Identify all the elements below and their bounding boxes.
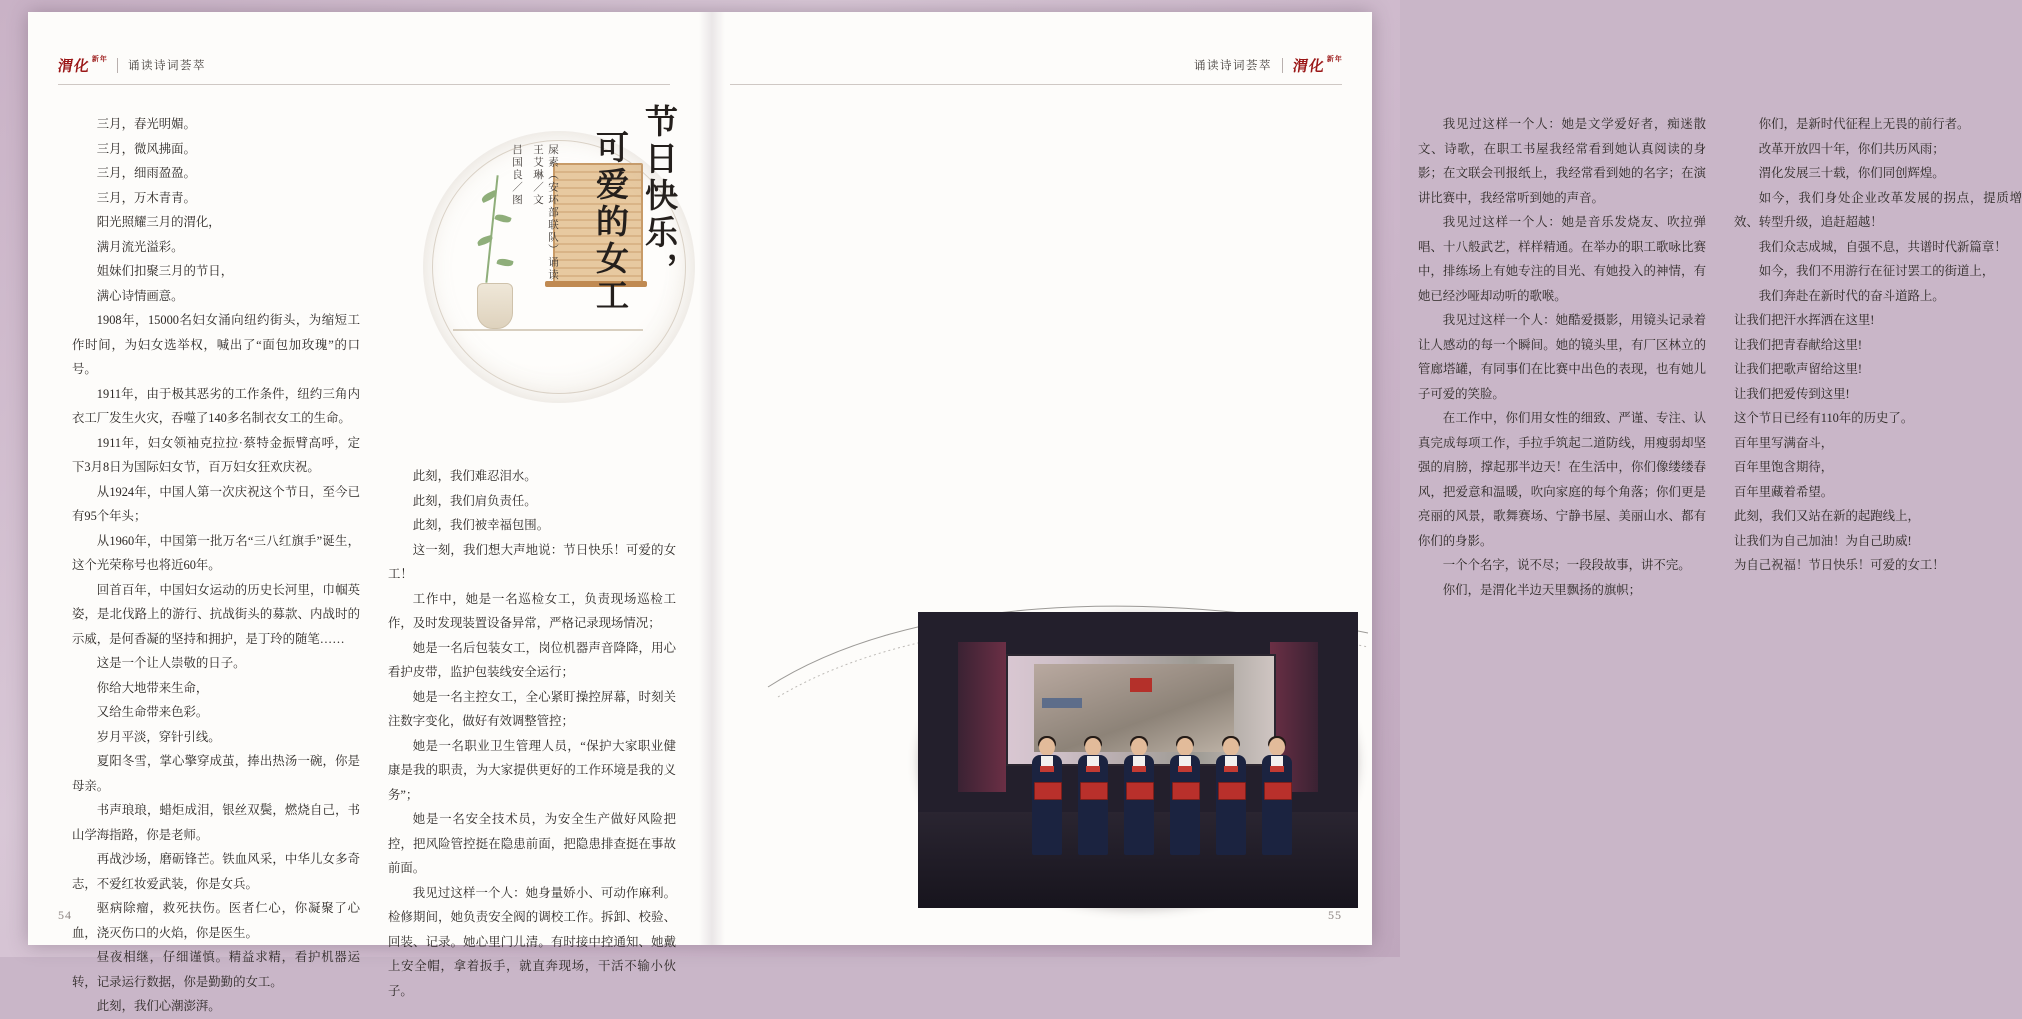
paragraph: 姐妹们扣聚三月的节日， bbox=[96, 264, 234, 278]
paragraph: 昼夜相继，仔细谨慎。精益求精，看护机器运转，记录运行数据，你是勤勤的女工。 bbox=[72, 950, 360, 989]
paragraph: 百年里写满奋斗， bbox=[1734, 435, 1834, 450]
header-rule bbox=[730, 84, 1342, 85]
byline-credit-2: 屎素（安环部联队）诵读 王艾琳／文 bbox=[532, 144, 558, 282]
performer bbox=[1030, 738, 1064, 856]
paragraph: 此刻，我们被幸福包围。 bbox=[412, 518, 550, 532]
head bbox=[1177, 738, 1193, 756]
paragraph: 此刻，我们难忍泪水。 bbox=[412, 469, 537, 483]
script-book bbox=[1264, 782, 1292, 800]
paragraph: 工作中，她是一名巡检女工，负责现场巡检工作，及时发现装置设备异常，严格记录现场情况； bbox=[388, 591, 676, 630]
paragraph: 如今，我们不用游行在征讨罢工的街道上， bbox=[1758, 264, 1995, 278]
running-head-right bbox=[1194, 52, 1342, 78]
left-page bbox=[28, 12, 700, 1013]
paragraph: 改革开放四十年，你们共历风雨； bbox=[1758, 141, 1945, 156]
leaf-icon bbox=[476, 235, 493, 247]
paragraph: 驱病除瘤，救死扶伤。医者仁心，你凝聚了心血，浇灭伤口的火焰，你是医生。 bbox=[72, 901, 360, 940]
performer bbox=[1260, 738, 1294, 856]
paragraph: 她是一名职业卫生管理人员，“保护大家职业健康是我的职责，为大家提供更好的工作环境是我的义务”； bbox=[388, 738, 676, 802]
script-book bbox=[1172, 782, 1200, 800]
photo-block bbox=[918, 612, 1358, 912]
paragraph: 书声琅琅，蜡炬成泪，银丝双鬓，燃烧自己，书山学海指路，你是老师。 bbox=[72, 803, 360, 842]
paragraph: 满月流光溢彩。 bbox=[96, 239, 184, 254]
paragraph: 你给大地带来生命， bbox=[96, 680, 209, 695]
scarf bbox=[1270, 766, 1284, 772]
script-book bbox=[1034, 782, 1062, 800]
paragraph: 再战沙场，磨砺锋芒。铁血风采，中华儿女多奇志，不爱红妆爱武装，你是女兵。 bbox=[72, 852, 360, 891]
performer bbox=[1076, 738, 1110, 856]
paragraph: 让我们把青春献给这里! bbox=[1734, 337, 1863, 352]
magazine-logo: 渭化新年 bbox=[56, 54, 108, 75]
header-rule bbox=[58, 84, 670, 85]
paragraph: 在工作中，你们用女性的细致、严谨、专注、认真完成每项工作，手拉手筑起二道防线，用瘦弱却坚强的肩膀，撑起那半边天！在生活中，你们像缕缕春风，把爱意和温暖，吹向家庭的每个角落；你们更是亮丽的风景，歌舞赛场、宁静书屋、美丽山水、都有你们的身影。 bbox=[1418, 411, 1706, 548]
paragraph: 我见过这样一个人：她身量娇小、可动作麻利。检修期间，她负责安全阀的调校工作。拆卸、校验、回装、记录。她心里门儿清。有时接中控通知、她戴上安全帽，拿着扳手，就直奔现场，干活不输小伙子。 bbox=[388, 885, 676, 998]
head bbox=[1269, 738, 1285, 756]
paragraph: 三月，万木青青。 bbox=[96, 190, 196, 205]
scarf bbox=[1086, 766, 1100, 772]
paragraph: 百年里饱含期待， bbox=[1734, 460, 1834, 474]
byline-credit-1: 吕国良／图 bbox=[511, 144, 522, 207]
page-number-left: 54 bbox=[58, 908, 72, 922]
right-column-two bbox=[1734, 112, 2022, 578]
paragraph: 此刻，我们又站在新的起跑线上， bbox=[1734, 509, 1920, 523]
screen-text-block bbox=[1042, 698, 1082, 708]
paragraph: 阳光照耀三月的渭化， bbox=[96, 215, 221, 229]
leaf-icon bbox=[480, 190, 497, 203]
collar bbox=[1133, 756, 1145, 766]
paragraph: 三月，春光明媚。 bbox=[96, 117, 196, 131]
left-column-two bbox=[388, 464, 676, 1003]
collar bbox=[1225, 756, 1237, 766]
vertical-title bbox=[566, 104, 682, 374]
paragraph: 我见过这样一个人：她是文学爱好者，痴迷散文、诗歌，在职工书屋我经常看到她认真阅读的身影；在文联会刊报纸上，我经常看到她的名字；在演讲比赛中，我经常听到她的声音。 bbox=[1418, 117, 1706, 205]
performer bbox=[1122, 738, 1156, 856]
stage-curtain-left bbox=[958, 642, 1006, 792]
head bbox=[1223, 738, 1239, 756]
paragraph: 一个个名字，说不尽；一段段故事，讲不完。 bbox=[1442, 558, 1691, 572]
magazine-logo: 渭化新年 bbox=[1291, 54, 1343, 75]
scarf bbox=[1224, 766, 1238, 772]
section-title: 诵读诗词荟萃 bbox=[1193, 60, 1272, 72]
paragraph: 让我们把汗水挥洒在这里! bbox=[1734, 313, 1875, 327]
paragraph: 从1960年，中国第一批万名“三八红旗手”诞生，这个光荣称号也将近60年。 bbox=[72, 533, 360, 572]
paragraph: 她是一名主控女工，全心紧盯操控屏幕，时刻关注数字变化，做好有效调整管控； bbox=[388, 689, 676, 728]
page-number-right: 55 bbox=[1328, 908, 1342, 922]
paragraph: 从1924年，中国人第一次庆祝这个节日，至今已有95个年头； bbox=[72, 484, 360, 523]
title-artwork bbox=[380, 104, 686, 444]
paragraph: 我们奔赴在新时代的奋斗道路上。 bbox=[1758, 288, 1945, 303]
collar bbox=[1271, 756, 1283, 766]
paragraph: 这个节日已经有110年的历史了。 bbox=[1734, 411, 1914, 425]
section-title: 诵读诗词荟萃 bbox=[128, 60, 207, 72]
paragraph: 你们，是渭化半边天里飘扬的旗帜； bbox=[1442, 582, 1642, 597]
paragraph: 我们众志成城，自强不息，共谱时代新篇章！ bbox=[1758, 239, 2007, 254]
paragraph: 回首百年，中国妇女运动的历史长河里，巾帼英姿，是北伐路上的游行、抗战街头的募款、内战时的示威，是何香凝的坚持和拥护，是丁玲的随笔…… bbox=[72, 582, 360, 646]
paragraph: 1908年，15000名妇女涌向纽约街头，为缩短工作时间，为妇女选举权，喊出了“面包加玫瑰”的口号。 bbox=[72, 313, 360, 376]
paragraph: 让我们把爱传到这里! bbox=[1734, 386, 1850, 401]
paragraph: 如今，我们身处企业改革发展的拐点，提质增效、转型升级，追赶超越！ bbox=[1734, 190, 2022, 229]
paragraph: 我见过这样一个人：她是音乐发烧友、吹拉弹唱、十八般武艺，样样精通。在举办的职工歌咏比赛中，排练场上有她专注的目光、有她投入的神情，有她已经沙哑却动听的歌喉。 bbox=[1418, 215, 1706, 303]
paragraph: 她是一名后包装女工，岗位机器声音降降，用心看护皮带，监护包装线安全运行； bbox=[388, 640, 676, 679]
running-head-left bbox=[58, 52, 206, 78]
divider bbox=[1282, 58, 1283, 73]
head bbox=[1039, 738, 1055, 756]
scarf bbox=[1040, 766, 1054, 772]
paragraph: 1911年，由于极其恶劣的工作条件，纽约三角内衣工厂发生火灾，吞噬了140多名制衣女工的生命。 bbox=[72, 386, 360, 425]
collar bbox=[1041, 756, 1053, 766]
paragraph: 满心诗情画意。 bbox=[96, 288, 184, 303]
scarf bbox=[1132, 766, 1146, 772]
title-line-1: 节日快乐， bbox=[640, 104, 676, 289]
paragraph: 百年里藏着希望。 bbox=[1734, 484, 1834, 499]
paragraph: 三月，细雨盈盈。 bbox=[96, 166, 196, 180]
paragraph: 三月，微风拂面。 bbox=[96, 141, 196, 156]
right-column-one bbox=[1418, 112, 1706, 602]
vase-icon bbox=[477, 283, 513, 329]
head bbox=[1085, 738, 1101, 756]
paragraph: 你们，是新时代征程上无畏的前行者。 bbox=[1758, 117, 1970, 131]
paragraph: 让我们把歌声留给这里! bbox=[1734, 362, 1863, 376]
collar bbox=[1179, 756, 1191, 766]
paragraph: 岁月平淡，穿针引线。 bbox=[96, 729, 221, 744]
paragraph: 又给生命带来色彩。 bbox=[96, 705, 209, 719]
paragraph: 这是一个让人崇敬的日子。 bbox=[96, 656, 246, 670]
head bbox=[1131, 738, 1147, 756]
byline-block bbox=[509, 144, 560, 294]
paragraph: 让我们为自己加油！为自己助威! bbox=[1734, 533, 1912, 548]
script-book bbox=[1126, 782, 1154, 800]
scarf bbox=[1178, 766, 1192, 772]
flag-graphic bbox=[1130, 678, 1152, 692]
choir-recital-photo bbox=[918, 612, 1358, 908]
paragraph: 此刻，我们肩负责任。 bbox=[412, 493, 537, 508]
left-column-one bbox=[72, 112, 360, 1019]
paragraph: 1911年，妇女领袖克拉拉·蔡特金振臂高呼，定下3月8日为国际妇女节，百万妇女狂欢庆祝。 bbox=[72, 435, 360, 474]
branch-icon bbox=[485, 175, 498, 283]
title-line-2: 可爱的女工 bbox=[591, 130, 627, 315]
script-book bbox=[1080, 782, 1108, 800]
paragraph: 夏阳冬雪，掌心擎穿成茧，捧出热汤一碗，你是母亲。 bbox=[72, 754, 360, 793]
paragraph: 这一刻，我们想大声地说：节日快乐！可爱的女工！ bbox=[388, 542, 676, 581]
paragraph: 此刻，我们心潮澎湃。 bbox=[96, 999, 221, 1013]
performer bbox=[1168, 738, 1202, 856]
paragraph: 渭化发展三十载，你们同创辉煌。 bbox=[1758, 166, 1945, 180]
paragraph: 为自己祝福！节日快乐！可爱的女工！ bbox=[1734, 558, 1945, 572]
paragraph: 我见过这样一个人：她酷爱摄影，用镜头记录着让人感动的每一个瞬间。她的镜头里，有厂区林立的管廊塔罐，有同事们在比赛中出色的表现，也有她儿子可爱的笑脸。 bbox=[1418, 313, 1706, 401]
divider bbox=[117, 58, 118, 73]
script-book bbox=[1218, 782, 1246, 800]
paragraph: 她是一名安全技术员，为安全生产做好风险把控，把风险管控挺在隐患前面，把隐患排查挺在事故前面。 bbox=[388, 812, 676, 875]
collar bbox=[1087, 756, 1099, 766]
paper-spread bbox=[28, 12, 2022, 1013]
performer bbox=[1214, 738, 1248, 856]
